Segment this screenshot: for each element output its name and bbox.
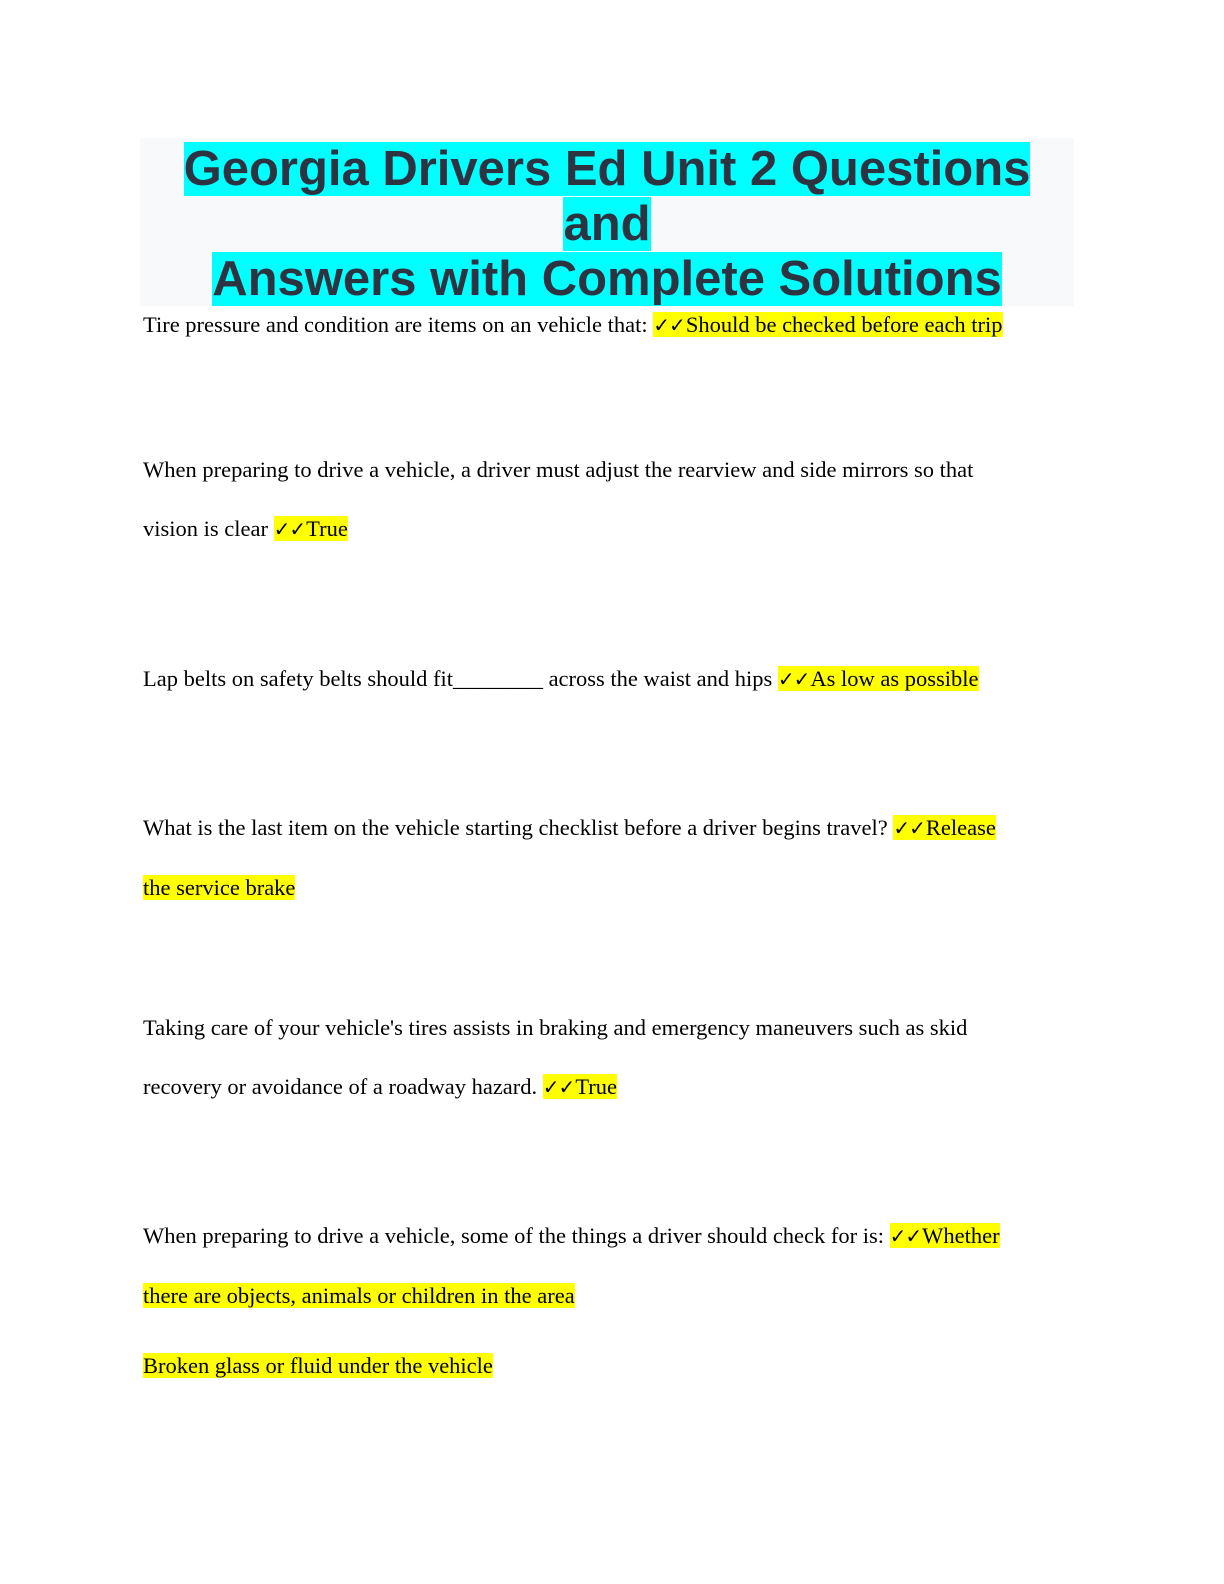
answer-text-continued: there are objects, animals or children in the area bbox=[143, 1283, 575, 1308]
double-check-icon: ✓✓ bbox=[653, 313, 685, 337]
answer-highlight bbox=[893, 815, 995, 840]
answer-text: Should be checked before each trip bbox=[685, 312, 1003, 337]
answer-text: Whether bbox=[922, 1223, 1000, 1248]
double-check-icon: ✓✓ bbox=[893, 816, 925, 840]
qa-item-6-extra-answer bbox=[143, 1336, 1083, 1395]
answer-text: True bbox=[306, 516, 348, 541]
double-check-icon: ✓✓ bbox=[273, 517, 306, 541]
title-line-1: Georgia Drivers Ed Unit 2 Questions and bbox=[183, 142, 1031, 251]
answer-text-continued: the service brake bbox=[143, 875, 296, 900]
question-text: recovery or avoidance of a roadway hazard. bbox=[143, 1074, 543, 1099]
question-text: Tire pressure and condition are items on an vehicle that: bbox=[143, 312, 654, 337]
answer-highlight bbox=[653, 312, 1002, 337]
qa-item-5 bbox=[143, 998, 1083, 1117]
qa-item-3 bbox=[143, 649, 1083, 709]
double-check-icon: ✓✓ bbox=[889, 1224, 922, 1248]
qa-item-4 bbox=[143, 798, 1083, 917]
question-text: When preparing to drive a vehicle, a driver must adjust the rearview and side mirrors so that bbox=[143, 457, 974, 482]
question-text: Lap belts on safety belts should fit________ across the waist and hips bbox=[143, 666, 778, 691]
qa-item-1 bbox=[143, 295, 1083, 355]
answer-text: As low as possible bbox=[810, 666, 979, 691]
question-text: vision is clear bbox=[143, 516, 274, 541]
double-check-icon: ✓✓ bbox=[542, 1075, 575, 1099]
title-line-2: Answers with Complete Solutions bbox=[212, 252, 1002, 306]
question-text: Taking care of your vehicle's tires assists in braking and emergency maneuvers such as skid bbox=[143, 1015, 968, 1040]
title-block bbox=[140, 138, 1074, 306]
answer-text-continued: Broken glass or fluid under the vehicle bbox=[143, 1353, 493, 1378]
document-title bbox=[140, 138, 1074, 307]
answer-highlight bbox=[778, 666, 979, 691]
answer-highlight bbox=[890, 1223, 1000, 1248]
qa-item-2 bbox=[143, 440, 1083, 559]
qa-item-6 bbox=[143, 1206, 1083, 1325]
question-text: When preparing to drive a vehicle, some of the things a driver should check for is: bbox=[143, 1223, 890, 1248]
answer-highlight bbox=[274, 516, 348, 541]
answer-text: True bbox=[575, 1074, 617, 1099]
double-check-icon: ✓✓ bbox=[777, 667, 810, 691]
answer-highlight bbox=[543, 1074, 617, 1099]
question-text: What is the last item on the vehicle starting checklist before a driver begins travel? bbox=[143, 815, 894, 840]
answer-text: Release bbox=[925, 815, 996, 840]
